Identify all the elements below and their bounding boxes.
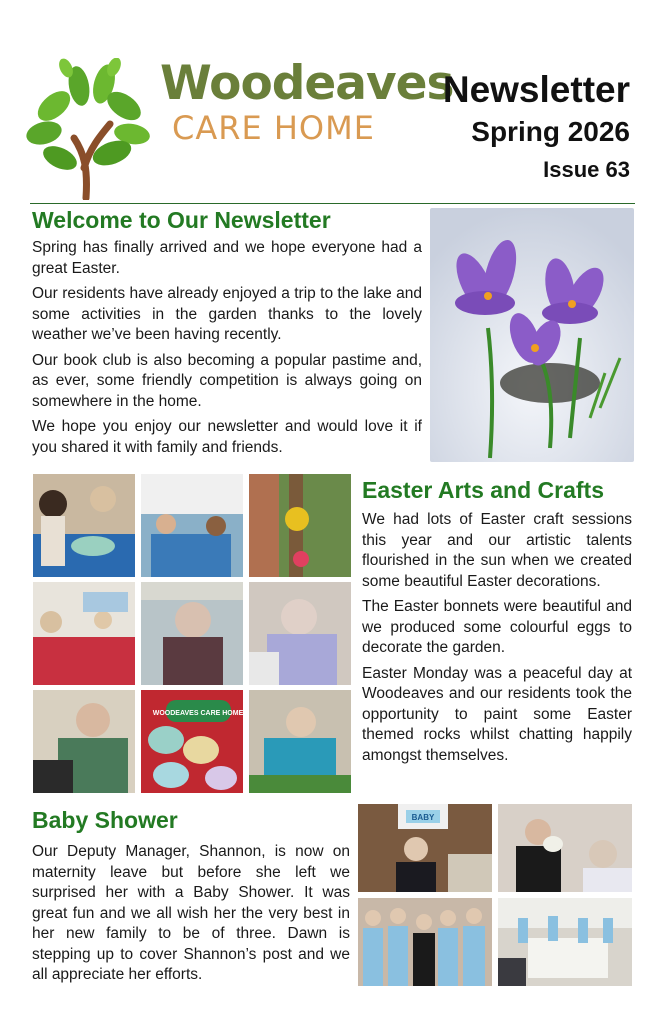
- craft-photo: [141, 474, 243, 577]
- easter-crafts-section: [362, 476, 632, 771]
- craft-photo: [33, 474, 135, 577]
- baby-shower-photo: [498, 804, 632, 892]
- welcome-section: [32, 206, 422, 463]
- logo-subtitle: CARE HOME: [172, 109, 375, 147]
- newsletter-header: [0, 0, 662, 205]
- tree-logo-icon: [24, 58, 159, 200]
- craft-photo: [141, 582, 243, 685]
- welcome-paragraph: Spring has finally arrived and we hope everyone had a great Easter.: [32, 239, 422, 277]
- welcome-paragraph: Our book club is also becoming a popular pastime and, as ever, some friendly competition is always going on somewhere in the home.: [32, 351, 422, 410]
- baby-heading: Baby Shower: [32, 807, 178, 833]
- baby-banner-text: BABY: [411, 813, 435, 822]
- craft-photo: [141, 690, 243, 793]
- easter-paragraph: Easter Monday was a peaceful day at Woodeaves and our residents took the opportunity to paint some Easter themed rocks whilst chatting happily amongst themselves.: [362, 664, 632, 764]
- header-divider: [30, 203, 635, 204]
- craft-photo: [33, 582, 135, 685]
- welcome-paragraph: We hope you enjoy our newsletter and would love it if you shared it with family and friends.: [32, 418, 422, 456]
- craft-photo: [249, 474, 351, 577]
- rocks-sign-text: WOODEAVES CARE HOME: [152, 710, 243, 717]
- easter-crafts-photo-grid: [33, 474, 351, 794]
- welcome-heading: Welcome to Our Newsletter: [32, 207, 331, 233]
- welcome-paragraph: Our residents have already enjoyed a trip to the lake and some activities in the garden thanks to the lovely weather we’ve been having recently.: [32, 285, 422, 343]
- issue-number: Issue 63: [543, 157, 630, 182]
- easter-paragraph: The Easter bonnets were beautiful and we produced some colourful eggs to decorate the garden.: [362, 598, 632, 656]
- baby-shower-photo-grid: [358, 804, 632, 984]
- baby-paragraph: Our Deputy Manager, Shannon, is now on maternity leave but before she left we surprised her with a Baby Shower. It was great fun and we all wish her the very best in her new family to be of three. Dawn is stepping up to cover Shannon’s post and we all appreciate her efforts.: [32, 843, 350, 983]
- season-label: Spring 2026: [471, 116, 630, 147]
- baby-shower-photo: [358, 804, 492, 892]
- easter-paragraph: We had lots of Easter craft sessions this year and our artistic talents flourished in the sun when we created some beautiful Easter decorations.: [362, 511, 632, 590]
- masthead: [443, 68, 630, 188]
- baby-shower-section: [32, 806, 350, 991]
- craft-photo: [249, 690, 351, 793]
- baby-shower-photo: [498, 898, 632, 986]
- baby-shower-photo: [358, 898, 492, 986]
- craft-photo: [33, 690, 135, 793]
- logo-name: Woodeaves: [160, 56, 454, 111]
- crocus-photo: [430, 208, 634, 462]
- craft-photo: [249, 582, 351, 685]
- newsletter-title: Newsletter: [442, 69, 630, 110]
- easter-heading: Easter Arts and Crafts: [362, 477, 605, 503]
- logo-wordmark: [160, 56, 454, 147]
